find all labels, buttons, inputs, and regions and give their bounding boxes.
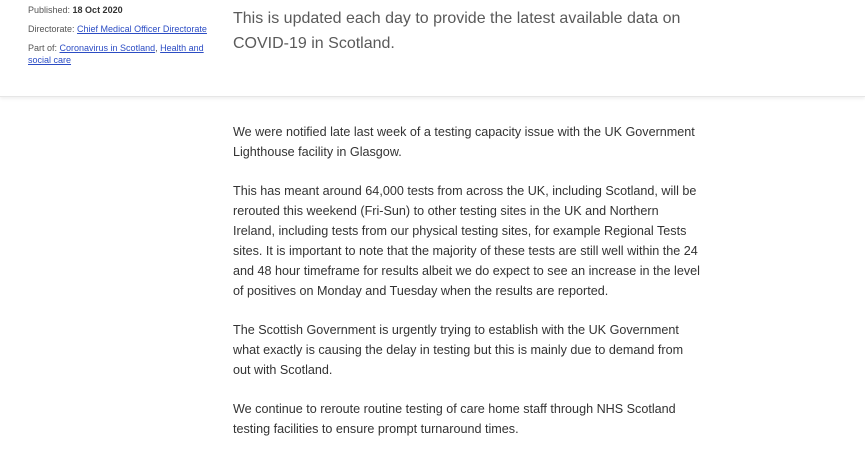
page-header xyxy=(0,0,865,97)
part-of-label: Part of: xyxy=(28,43,58,54)
directorate-row xyxy=(28,23,213,35)
directorate-link[interactable]: Chief Medical Officer Directorate xyxy=(77,24,207,35)
paragraph-testing-capacity: We were notified late last week of a testing capacity issue with the UK Government Lighthouse facility in Glasgow. xyxy=(233,125,695,159)
article-body xyxy=(233,122,703,458)
published-row xyxy=(28,4,213,16)
page-summary: This is updated each day to provide the latest available data on COVID-19 in Scotland. xyxy=(233,10,681,52)
health-and-social-care-link[interactable]: Health and social care xyxy=(28,43,204,66)
directorate-label: Directorate: xyxy=(28,24,75,35)
part-of-row xyxy=(28,42,213,66)
paragraph-rerouted-tests: This has meant around 64,000 tests from across the UK, including Scotland, will be rerouted this weekend (Fri-Sun) to other testing sites in the UK and Northern Ireland, including tests from our physical testing sites, for example Regional Tests sites. It is important to note that the majority of these tests are still well within the 24 and 48 hour timeframe for results albeit we do expect to see an increase in the level of positives on Monday and Tuesday when the results are reported. xyxy=(233,184,700,298)
published-label: Published: xyxy=(28,5,71,15)
published-date: 18 Oct 2020 xyxy=(72,5,123,15)
paragraph-care-home-testing: We continue to reroute routine testing of care home staff through NHS Scotland testing facilities to ensure prompt turnaround times. xyxy=(233,402,676,436)
paragraph-government-investigation: The Scottish Government is urgently trying to establish with the UK Government what exactly is causing the delay in testing but this is mainly due to demand from out with Scotland. xyxy=(233,323,684,377)
publication-metadata xyxy=(28,4,213,74)
part-of-separator: , xyxy=(155,43,158,54)
coronavirus-in-scotland-link[interactable]: Coronavirus in Scotland xyxy=(59,43,156,54)
